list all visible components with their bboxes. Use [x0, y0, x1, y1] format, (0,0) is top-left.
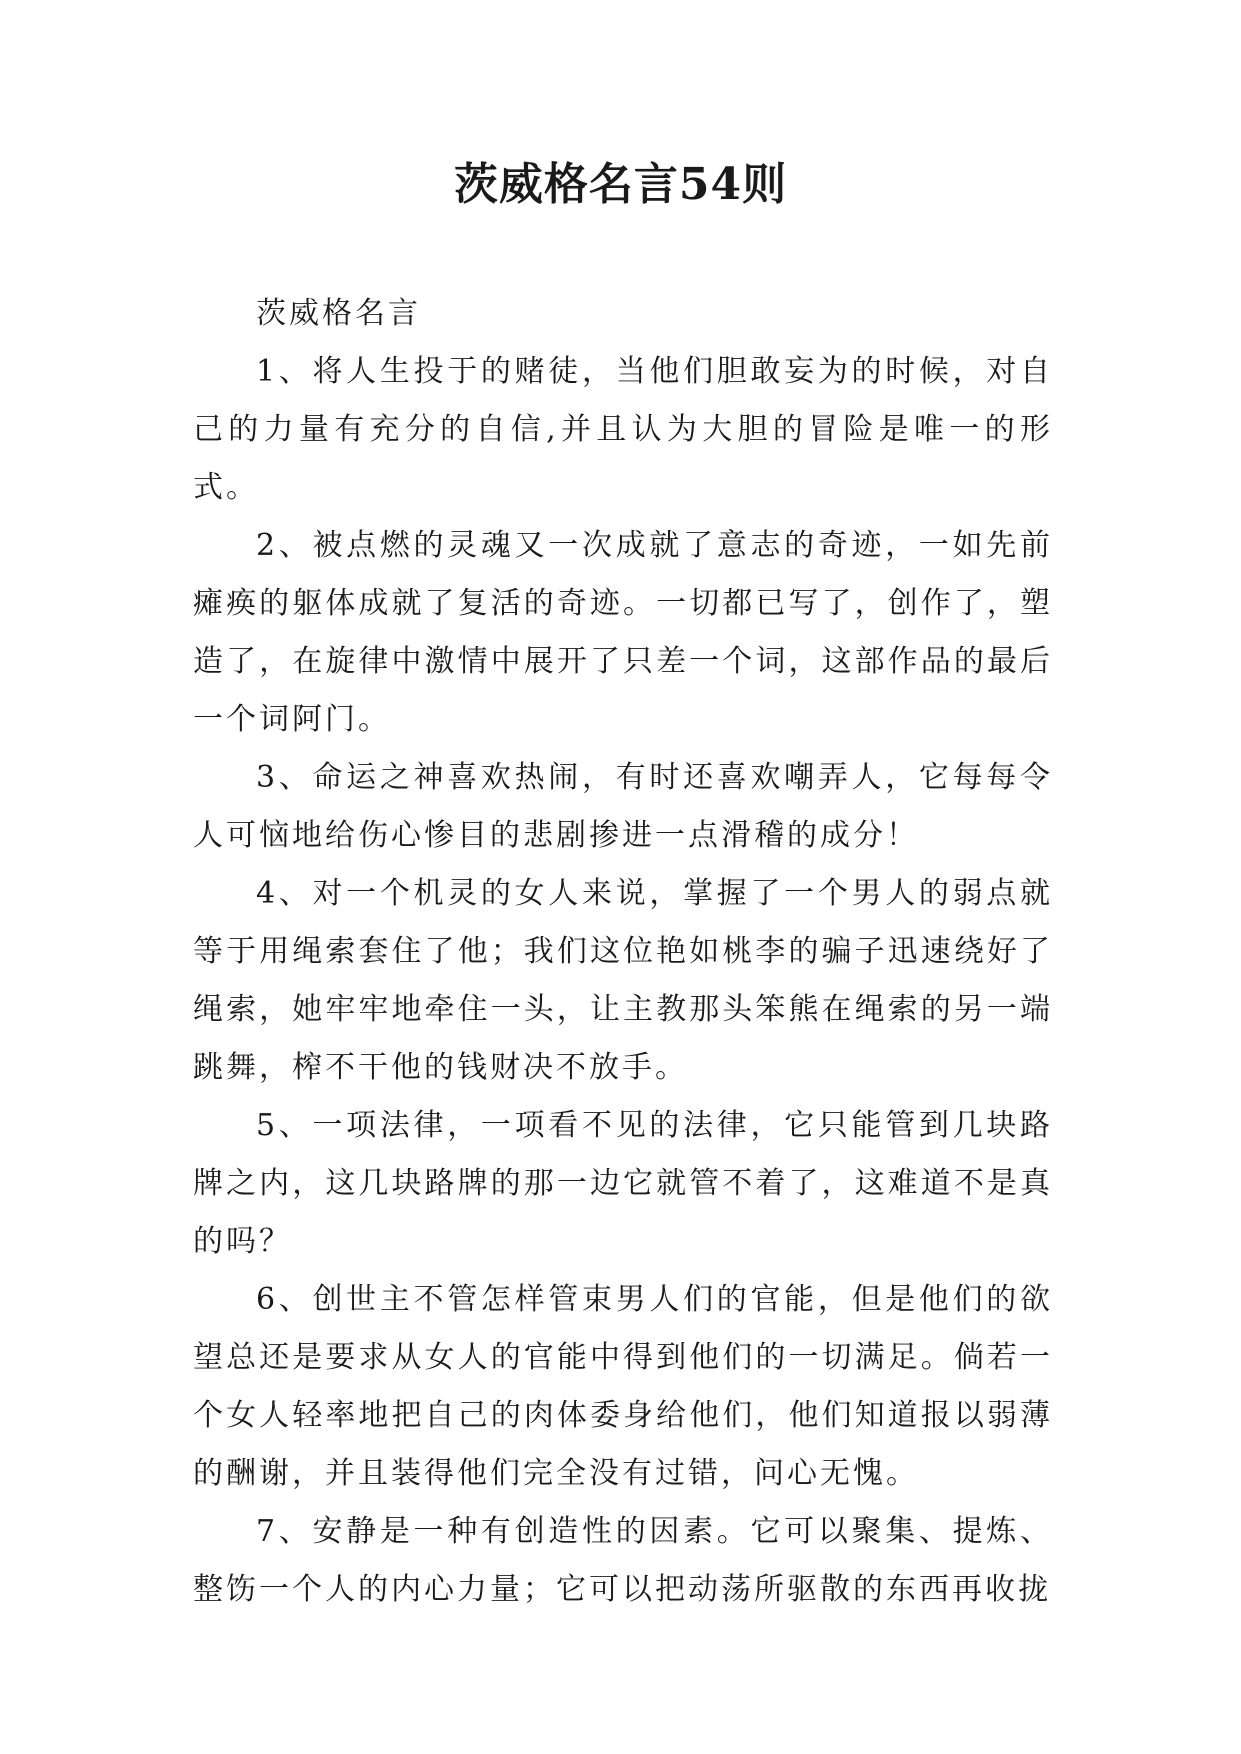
quote-paragraph-6: 6、创世主不管怎样管束男人们的官能，但是他们的欲望总还是要求从女人的官能中得到他们的一切满足。倘若一个女人轻率地把自己的肉体委身给他们，他们知道报以弱薄的酬谢，并且装得他们完全没有过错，问心无愧。 — [193, 1282, 1053, 1491]
document-title: 茨威格名言54则 — [453, 159, 788, 210]
quote-paragraph-2: 2、被点燃的灵魂又一次成就了意志的奇迹，一如先前瘫痪的躯体成就了复活的奇迹。一切都已写了，创作了，塑造了，在旋律中激情中展开了只差一个词，这部作品的最后一个词阿门。 — [193, 528, 1053, 737]
quote-paragraph-7: 7、安静是一种有创造性的因素。它可以聚集、提炼、整饬一个人的内心力量；它可以把动荡所驱散的东西再收拢 — [193, 1514, 1053, 1607]
quote-paragraph-1: 1、将人生投于的赌徒，当他们胆敢妄为的时候，对自己的力量有充分的自信,并且认为大胆的冒险是唯一的形式。 — [193, 354, 1053, 505]
quote-paragraph-5: 5、一项法律，一项看不见的法律，它只能管到几块路牌之内，这几块路牌的那一边它就管不着了，这难道不是真的吗？ — [193, 1108, 1053, 1259]
section-heading: 茨威格名言 — [256, 296, 421, 331]
quote-paragraph-3: 3、命运之神喜欢热闹，有时还喜欢嘲弄人，它每每令人可恼地给伤心惨目的悲剧掺进一点滑稽的成分！ — [193, 760, 1053, 853]
quote-paragraph-4: 4、对一个机灵的女人来说，掌握了一个男人的弱点就等于用绳索套住了他；我们这位艳如桃李的骗子迅速绕好了绳索，她牢牢地牵住一头，让主教那头笨熊在绳索的另一端跳舞，榨不干他的钱财决不放手。 — [193, 876, 1053, 1085]
document-body — [193, 285, 1053, 1619]
